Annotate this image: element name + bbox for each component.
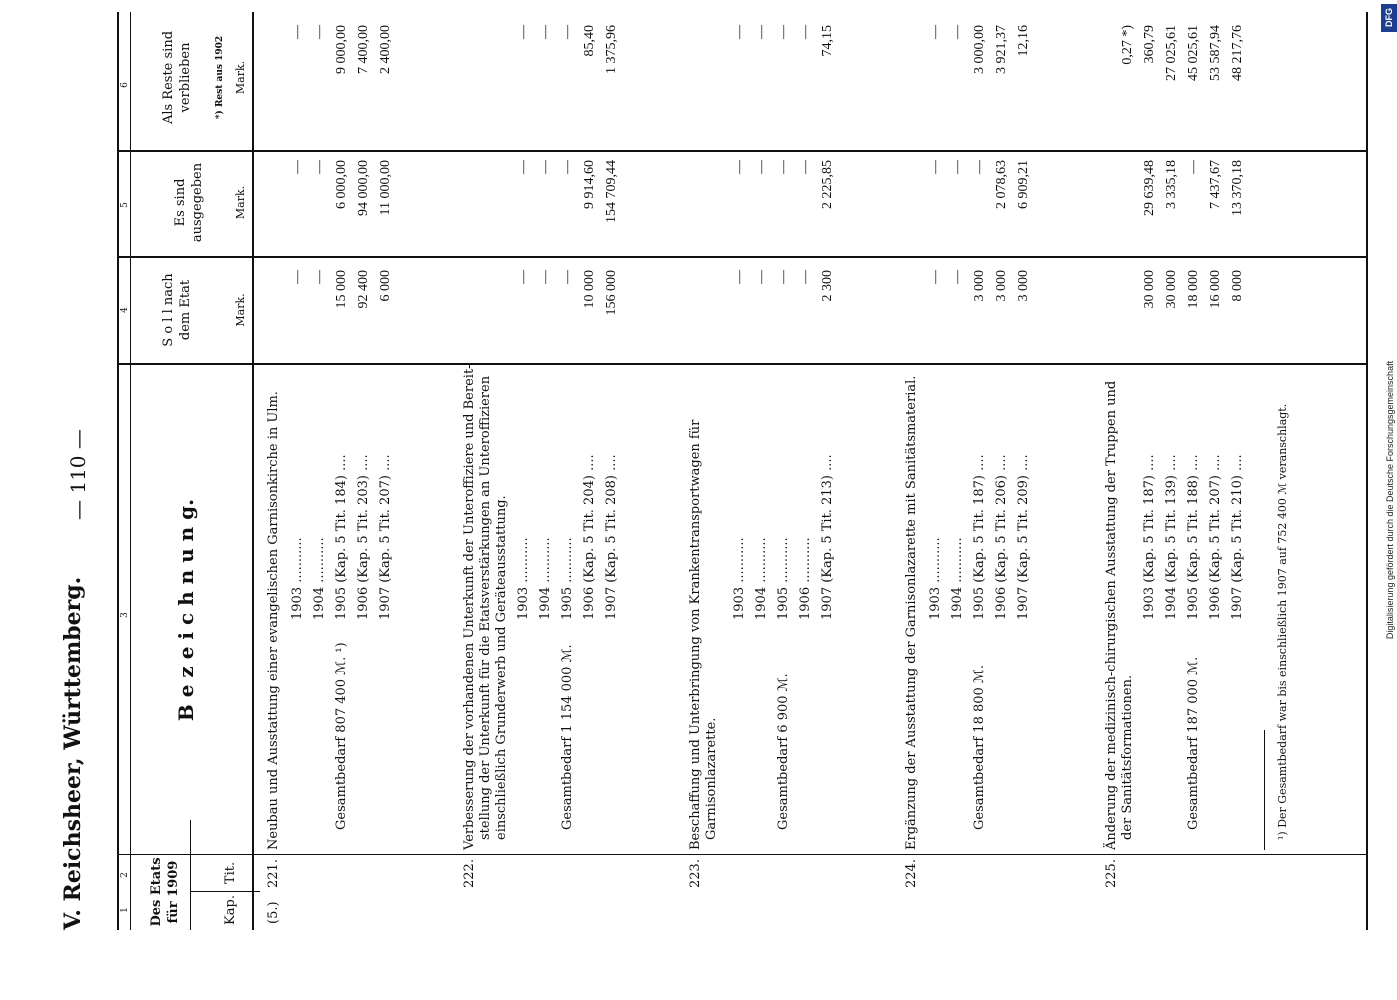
- row-label: 1906 (Kap. 5 Tit. 207) ....: [1208, 454, 1223, 620]
- ausgegeben-cell: 6 909,21: [1016, 160, 1031, 209]
- ausgegeben-cell: 3 335,18: [1164, 160, 1179, 209]
- row-label: 1907 (Kap. 5 Tit. 209) ....: [1016, 454, 1031, 620]
- ausgegeben-cell: 2 078,63: [994, 160, 1009, 209]
- rest-cell: —: [290, 25, 305, 39]
- soll-cell: 2 300: [820, 270, 835, 302]
- gesamtbedarf: Gesamtbedarf 6 900 ℳ.: [776, 673, 791, 830]
- etats-group-label: Des Etats für 1909: [149, 857, 181, 927]
- rest-cell: 12,16: [1016, 25, 1031, 57]
- ausgegeben-cell: —: [312, 160, 327, 174]
- soll-cell: 15 000: [334, 270, 349, 309]
- soll-cell: 16 000: [1208, 270, 1223, 309]
- ausgegeben-cell: 7 437,67: [1208, 160, 1223, 209]
- ausgegeben-header: Es sind ausgegeben: [173, 162, 205, 243]
- soll-cell: 8 000: [1230, 270, 1245, 302]
- section-title: einschließlich Grunderwerb und Geräteausstattung.: [494, 495, 509, 840]
- tit-number: 224.: [904, 859, 919, 888]
- row-label: 1903 (Kap. 5 Tit. 187) ....: [1142, 454, 1157, 620]
- soll-cell: —: [312, 270, 327, 284]
- rest-cell: —: [928, 25, 943, 39]
- rest-cell: 85,40: [582, 25, 597, 57]
- soll-cell: 30 000: [1142, 270, 1157, 309]
- rest-unit: Mark.: [234, 60, 247, 95]
- col-number-3: 3: [120, 612, 130, 618]
- tit-number: 223.: [688, 859, 703, 888]
- ausgegeben-cell: —: [950, 160, 965, 174]
- col-divider-5: [118, 150, 1368, 152]
- rest-cell: 3 921,37: [994, 25, 1009, 74]
- row-label: 1903 ...........: [290, 537, 305, 620]
- gesamtbedarf: Gesamtbedarf 1 154 000 ℳ.: [560, 644, 575, 830]
- soll-unit: Mark.: [234, 293, 247, 327]
- rest-cell: 3 000,00: [972, 25, 987, 74]
- row-label: 1904 ...........: [950, 537, 965, 620]
- gesamtbedarf: Gesamtbedarf 807 400 ℳ. ¹): [334, 642, 349, 830]
- ausgegeben-cell: —: [754, 160, 769, 174]
- row-label: 1905 (Kap. 5 Tit. 184) ....: [334, 454, 349, 620]
- bezeichnung-header: B e z e i c h n u n g.: [174, 498, 198, 722]
- rest-cell: 27 025,61: [1164, 25, 1179, 81]
- rest-cell: 74,15: [820, 25, 835, 57]
- ausgegeben-cell: —: [732, 160, 747, 174]
- col-number-5: 5: [120, 202, 130, 208]
- soll-cell: —: [950, 270, 965, 284]
- soll-cell: —: [754, 270, 769, 284]
- page-number: — 110 —: [66, 429, 90, 520]
- row-label: 1904 ...........: [754, 537, 769, 620]
- row-label: 1907 (Kap. 5 Tit. 210) ....: [1230, 454, 1245, 620]
- row-label: 1905 ...........: [776, 537, 791, 620]
- ausgegeben-cell: 94 000,00: [356, 160, 371, 216]
- ausgegeben-cell: —: [776, 160, 791, 174]
- tit-number: 222.: [462, 859, 477, 888]
- section-title: Beschaffung und Unterbringung von Krankentransportwagen für: [688, 419, 703, 850]
- soll-cell: 3 000: [994, 270, 1009, 302]
- rest-cell: 9 000,00: [334, 25, 349, 74]
- soll-cell: —: [798, 270, 813, 284]
- rest-cell: —: [538, 25, 553, 39]
- ausgegeben-cell: 29 639,48: [1142, 160, 1157, 216]
- rest-cell: —: [516, 25, 531, 39]
- row-label: 1907 (Kap. 5 Tit. 213) ....: [820, 454, 835, 620]
- rest-note: *) Rest aus 1902: [215, 35, 225, 120]
- row-label: 1904 ...........: [538, 537, 553, 620]
- row-label: 1906 (Kap. 5 Tit. 206) ....: [994, 454, 1009, 620]
- section-title: Änderung der medizinisch-chirurgischen Ausstattung der Truppen und: [1104, 380, 1119, 850]
- section-title: Neubau und Ausstattung einer evangelischen Garnisonkirche in Ulm.: [266, 391, 281, 850]
- rest-cell: 48 217,76: [1230, 25, 1245, 81]
- footnote: ¹) Der Gesamtbedarf war bis einschließlich 1907 auf 752 400 ℳ veranschlagt.: [1276, 403, 1289, 840]
- col-number-6: 6: [120, 82, 130, 88]
- rest-header: Als Reste sind verblieben: [161, 30, 193, 125]
- soll-cell: 18 000: [1186, 270, 1201, 309]
- kap-header: Kap.: [223, 895, 238, 925]
- row-label: 1905 (Kap. 5 Tit. 187) ....: [972, 454, 987, 620]
- section-title: Garnisonlazarette.: [704, 717, 719, 840]
- ausgegeben-unit: Mark.: [234, 185, 247, 220]
- soll-cell: —: [516, 270, 531, 284]
- section-title: der Sanitätsformationen.: [1120, 674, 1135, 840]
- tit-number: 221.: [266, 859, 281, 888]
- ausgegeben-cell: 11 000,00: [378, 160, 393, 216]
- ausgegeben-cell: 2 225,85: [820, 160, 835, 209]
- rest-cell: —: [950, 25, 965, 39]
- section-title: Verbesserung der vorhandenen Unterkunft der Unteroffiziere und Bereit-: [462, 364, 477, 850]
- section-title: Ergänzung der Ausstattung der Garnisonlazarette mit Sanitätsmaterial.: [904, 375, 919, 850]
- ausgegeben-cell: —: [538, 160, 553, 174]
- gesamtbedarf: Gesamtbedarf 18 800 ℳ.: [972, 665, 987, 830]
- dfg-logo: DFG: [1381, 4, 1397, 32]
- col-number-2: 2: [120, 872, 130, 878]
- col-divider-3: [118, 363, 1368, 365]
- rest-cell: 53 587,94: [1208, 25, 1223, 81]
- soll-cell: 30 000: [1164, 270, 1179, 309]
- rest-cell: 360,79: [1142, 25, 1157, 64]
- ausgegeben-cell: —: [928, 160, 943, 174]
- rest-cell: 1 375,96: [604, 25, 619, 74]
- rest-cell: —: [560, 25, 575, 39]
- row-label: 1903 ...........: [516, 537, 531, 620]
- ausgegeben-cell: —: [798, 160, 813, 174]
- row-label: 1904 (Kap. 5 Tit. 139) ....: [1164, 454, 1179, 620]
- ausgegeben-cell: —: [1186, 160, 1201, 174]
- row-label: 1905 ...........: [560, 537, 575, 620]
- row-label: 1907 (Kap. 5 Tit. 207) ....: [378, 454, 393, 620]
- soll-cell: —: [928, 270, 943, 284]
- soll-cell: —: [290, 270, 305, 284]
- ausgegeben-cell: —: [516, 160, 531, 174]
- row-label: 1903 ...........: [732, 537, 747, 620]
- ausgegeben-cell: 9 914,60: [582, 160, 597, 209]
- tit-number: 225.: [1104, 859, 1119, 888]
- soll-cell: 3 000: [1016, 270, 1031, 302]
- row-label: 1905 (Kap. 5 Tit. 188) ....: [1186, 454, 1201, 620]
- rest-cell: —: [754, 25, 769, 39]
- col-number-4: 4: [120, 307, 130, 313]
- section-title: stellung der Unterkunft für die Etatsverstärkungen an Unteroffizieren: [478, 375, 493, 840]
- row-label: 1904 ...........: [312, 537, 327, 620]
- rest-cell: 45 025,61: [1186, 25, 1201, 81]
- col-divider-4: [118, 256, 1368, 258]
- soll-cell: —: [538, 270, 553, 284]
- ausgegeben-cell: —: [972, 160, 987, 174]
- rest-cell: —: [732, 25, 747, 39]
- row-label: 1903 ...........: [928, 537, 943, 620]
- soll-cell: 10 000: [582, 270, 597, 309]
- tit-header: Tit.: [223, 861, 238, 885]
- soll-cell: —: [732, 270, 747, 284]
- ausgegeben-cell: —: [560, 160, 575, 174]
- credit-strip: [1383, 0, 1397, 1000]
- soll-cell: 92 400: [356, 270, 371, 309]
- rest-cell: —: [312, 25, 327, 39]
- col-number-1: 1: [120, 907, 130, 913]
- ausgegeben-cell: 6 000,00: [334, 160, 349, 209]
- soll-cell: 6 000: [378, 270, 393, 302]
- rest-cell: 7 400,00: [356, 25, 371, 74]
- rest-cell: 2 400,00: [378, 25, 393, 74]
- row-label: 1906 ...........: [798, 537, 813, 620]
- kap-value: (5.): [266, 901, 281, 924]
- soll-cell: 3 000: [972, 270, 987, 302]
- credit-text: Digitalisierung gefördert durch die Deutsche Forschungsgemeinschaft: [1385, 360, 1395, 640]
- table-bottom-rule: [1366, 12, 1368, 930]
- col-divider-2: [118, 854, 1368, 855]
- soll-header: S o l l nach dem Etat: [161, 273, 193, 347]
- row-label: 1907 (Kap. 5 Tit. 208) ....: [604, 454, 619, 620]
- footnote-rule: [1264, 730, 1265, 850]
- ausgegeben-cell: —: [290, 160, 305, 174]
- section-header: V. Reichsheer, Württemberg.: [60, 576, 86, 930]
- soll-cell: —: [776, 270, 791, 284]
- soll-cell: —: [560, 270, 575, 284]
- ausgegeben-cell: 13 370,18: [1230, 160, 1245, 216]
- row-label: 1906 (Kap. 5 Tit. 203) ....: [356, 454, 371, 620]
- soll-cell: 156 000: [604, 270, 619, 316]
- rest-cell: —: [798, 25, 813, 39]
- row-label: 1906 (Kap. 5 Tit. 204) ....: [582, 454, 597, 620]
- ausgegeben-cell: 154 709,44: [604, 160, 619, 223]
- rest-cell: —: [776, 25, 791, 39]
- gesamtbedarf: Gesamtbedarf 187 000 ℳ.: [1186, 656, 1201, 830]
- pre-rest-note: 0,27 *): [1120, 25, 1135, 65]
